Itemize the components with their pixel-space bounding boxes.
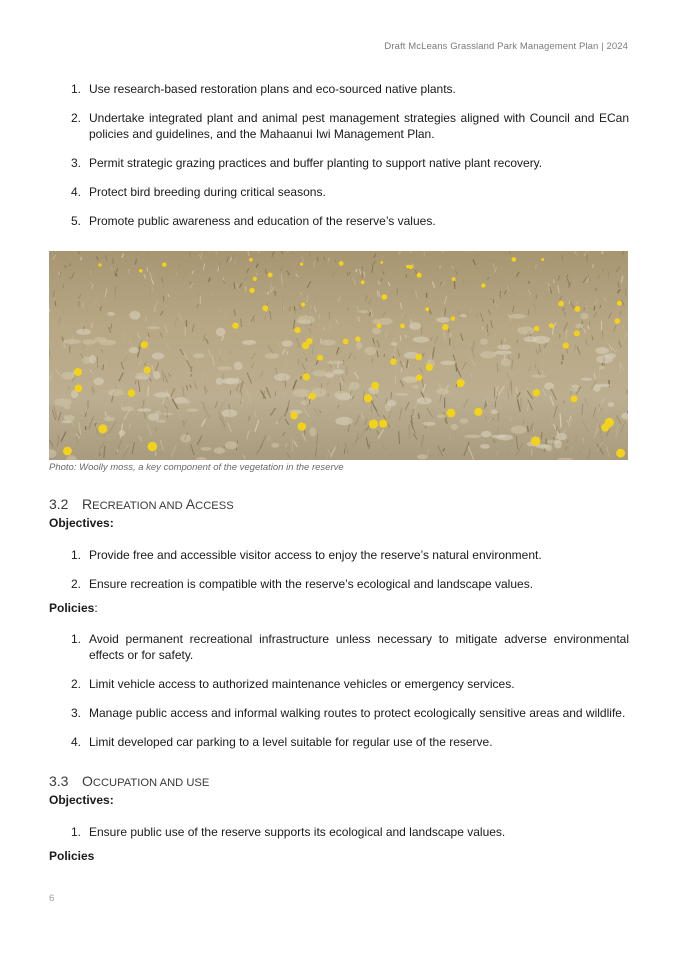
- moss-patch: [224, 441, 238, 449]
- policies-label-text: Policies: [49, 601, 95, 615]
- moss-patch: [162, 412, 173, 415]
- yellow-flower: [615, 318, 621, 324]
- moss-patch: [282, 340, 293, 346]
- moss-patch: [356, 342, 362, 350]
- moss-patch: [293, 389, 310, 397]
- list-item: [49, 81, 629, 97]
- yellow-flower: [355, 336, 360, 341]
- policies-label-colon: :: [94, 601, 98, 615]
- recreation-policies-list: [49, 631, 629, 750]
- yellow-flower: [249, 258, 253, 262]
- grass-stroke: [148, 251, 149, 255]
- yellow-flower: [382, 294, 388, 300]
- grass-stroke: [569, 301, 570, 304]
- moss-patch: [193, 353, 205, 358]
- moss-patch: [184, 399, 190, 404]
- yellow-flower: [571, 395, 578, 402]
- moss-patch: [608, 402, 615, 407]
- moss-patch: [365, 347, 377, 355]
- moss-patch: [580, 313, 588, 319]
- yellow-flower: [442, 324, 448, 330]
- yellow-flower: [563, 342, 569, 348]
- yellow-flower: [452, 277, 456, 281]
- list-item-number: 2.: [70, 677, 81, 691]
- list-item-number: 3.: [70, 706, 81, 720]
- grass-stroke: [478, 254, 479, 258]
- grass-stroke: [561, 337, 562, 341]
- grass-stroke: [301, 376, 302, 379]
- grass-stroke: [397, 364, 398, 370]
- list-item-text: Permit strategic grazing practices and buffer planting to support native plant recovery.: [89, 156, 543, 170]
- grass-stroke: [301, 292, 302, 295]
- yellow-flower: [574, 330, 580, 336]
- yellow-flower: [417, 273, 422, 278]
- title-initial: O: [82, 773, 93, 789]
- grass-stroke: [588, 325, 589, 330]
- list-item-text: Ensure public use of the reserve supports its ecological and landscape values.: [89, 825, 506, 839]
- grass-stroke: [624, 256, 625, 259]
- moss-patch: [222, 409, 238, 417]
- grass-stroke: [497, 392, 498, 398]
- list-item: [49, 213, 629, 229]
- yellow-flower: [377, 323, 382, 328]
- moss-patch: [372, 328, 381, 335]
- moss-patch: [595, 384, 612, 387]
- list-item-number: 1.: [70, 825, 81, 839]
- list-item-number: 1.: [70, 82, 81, 96]
- moss-patch: [135, 376, 148, 380]
- moss-patch: [201, 447, 212, 451]
- grass-stroke: [487, 324, 488, 333]
- moss-patch: [409, 322, 421, 329]
- moss-patch: [153, 371, 160, 379]
- list-item-text: Undertake integrated plant and animal pest management strategies aligned with Council and ECan policies and guidelines, and the Mahaanui Iwi Management Plan.: [89, 111, 629, 141]
- grass-stroke: [276, 385, 277, 396]
- moss-patch: [265, 353, 279, 359]
- list-item-text: Limit vehicle access to authorized maintenance vehicles or emergency services.: [89, 677, 515, 691]
- moss-patch: [554, 440, 562, 448]
- moss-patch: [242, 340, 256, 345]
- list-item-text: Avoid permanent recreational infrastructure unless necessary to mitigate adverse environmental effects or for safety.: [89, 632, 629, 662]
- list-item-text: Use research-based restoration plans and eco-sourced native plants.: [89, 82, 456, 96]
- yellow-flower: [549, 323, 554, 328]
- title-initial: A: [185, 496, 196, 512]
- moss-patch: [147, 326, 161, 329]
- grass-stroke: [528, 426, 529, 432]
- list-item: [49, 184, 629, 200]
- moss-patch: [572, 385, 579, 389]
- moss-patch: [436, 388, 449, 395]
- moss-patch: [359, 310, 368, 313]
- moss-patch: [417, 454, 428, 459]
- moss-patch: [271, 443, 279, 448]
- grass-stroke: [310, 301, 311, 309]
- grass-stroke: [623, 251, 624, 255]
- yellow-flower: [558, 301, 564, 307]
- moss-patch: [63, 339, 81, 344]
- moss-patch: [334, 391, 349, 399]
- list-item-text: Manage public access and informal walking routes to protect ecologically sensitive areas and wildlife.: [89, 706, 626, 720]
- yellow-flower: [474, 408, 482, 416]
- moss-patch: [509, 314, 526, 319]
- yellow-flower: [512, 257, 517, 262]
- list-item: [49, 547, 629, 563]
- list-item-text: Ensure recreation is compatible with the reserve’s ecological and landscape values.: [89, 577, 534, 591]
- grass-stroke: [325, 326, 326, 330]
- moss-patch: [89, 355, 96, 364]
- yellow-flower: [531, 436, 540, 445]
- grass-stroke: [454, 281, 455, 289]
- moss-patch: [497, 345, 511, 350]
- yellow-flower: [232, 322, 238, 328]
- objectives-label: Objectives:: [49, 793, 114, 807]
- moss-patch: [129, 347, 139, 353]
- yellow-flower: [415, 354, 422, 361]
- moss-patch: [107, 312, 115, 316]
- moss-patch: [119, 430, 125, 436]
- yellow-flower: [534, 326, 539, 331]
- list-item-number: 2.: [70, 577, 81, 591]
- moss-patch: [599, 366, 606, 370]
- page-number: 6: [49, 893, 55, 904]
- moss-patch: [440, 361, 455, 365]
- yellow-flower: [426, 364, 433, 371]
- grass-stroke: [512, 360, 513, 370]
- grass-stroke: [561, 361, 562, 364]
- moss-patch: [313, 370, 327, 376]
- yellow-flower: [601, 423, 609, 431]
- grass-stroke: [115, 286, 116, 292]
- grass-stroke: [148, 386, 149, 396]
- title-smallcaps: CCESS: [195, 500, 234, 512]
- moss-patch: [222, 378, 238, 384]
- list-item-number: 1.: [70, 632, 81, 646]
- grass-stroke: [450, 390, 451, 393]
- yellow-flower: [339, 261, 344, 266]
- list-item-number: 5.: [70, 214, 81, 228]
- grass-stroke: [409, 425, 410, 439]
- title-initial: R: [82, 496, 93, 512]
- moss-patch: [581, 378, 592, 381]
- grass-stroke: [358, 306, 359, 313]
- list-item: [49, 631, 629, 663]
- moss-patch: [459, 314, 467, 317]
- moss-patch: [214, 447, 226, 453]
- yellow-flower: [75, 385, 83, 393]
- moss-patch: [480, 351, 496, 358]
- moss-patch: [524, 336, 538, 342]
- moss-patch: [309, 427, 316, 436]
- list-item: [49, 676, 629, 692]
- list-item: [49, 734, 629, 750]
- grass-stroke: [627, 389, 628, 394]
- moss-patch: [387, 400, 396, 406]
- moss-patch: [556, 433, 567, 440]
- yellow-flower: [379, 419, 387, 427]
- grass-stroke: [513, 292, 514, 297]
- yellow-flower: [533, 389, 540, 396]
- yellow-flower: [371, 382, 379, 390]
- moss-patch: [104, 417, 115, 421]
- moss-patch: [186, 409, 198, 412]
- moss-patch: [62, 420, 72, 423]
- yellow-flower: [447, 409, 456, 418]
- yellow-flower: [317, 355, 323, 361]
- yellow-flower: [361, 280, 365, 284]
- grass-stroke: [384, 354, 385, 357]
- yellow-flower: [309, 393, 316, 400]
- yellow-flower: [63, 447, 72, 456]
- list-item: [49, 110, 629, 142]
- list-item: [49, 705, 629, 721]
- moss-patch: [480, 339, 488, 345]
- moss-patch: [301, 400, 310, 405]
- grass-stroke: [416, 391, 417, 399]
- yellow-flower: [406, 265, 410, 269]
- moss-patch: [437, 414, 446, 418]
- moss-patch: [412, 385, 419, 389]
- moss-patch: [492, 435, 508, 438]
- moss-patch: [595, 347, 609, 354]
- list-item-text: Promote public awareness and education of the reserve’s values.: [89, 214, 436, 228]
- yellow-flower: [99, 263, 102, 266]
- grass-stroke: [81, 257, 82, 260]
- moss-patch: [495, 351, 512, 355]
- restoration-list: [49, 81, 629, 229]
- grass-stroke: [85, 426, 86, 430]
- policies-label: [49, 601, 98, 615]
- grass-stroke: [598, 275, 599, 279]
- moss-patch: [423, 422, 435, 426]
- yellow-flower: [343, 339, 349, 345]
- yellow-flower: [162, 262, 166, 266]
- list-item-number: 1.: [70, 548, 81, 562]
- grass-stroke: [111, 324, 112, 329]
- grass-stroke: [541, 432, 542, 440]
- yellow-flower: [481, 283, 485, 287]
- list-item: [49, 824, 629, 840]
- moss-patch: [296, 320, 311, 324]
- grass-stroke: [145, 363, 146, 366]
- list-item: [49, 155, 629, 171]
- moss-patch: [122, 406, 135, 411]
- yellow-flower: [416, 374, 422, 380]
- grass-stroke: [583, 438, 584, 443]
- yellow-flower: [541, 258, 544, 261]
- moss-patch: [391, 342, 398, 346]
- yellow-flower: [425, 307, 429, 311]
- yellow-flower: [290, 412, 298, 420]
- yellow-flower: [249, 288, 254, 293]
- yellow-flower: [306, 338, 312, 344]
- moss-patch: [76, 329, 91, 335]
- grass-stroke: [594, 306, 595, 311]
- moss-patch: [152, 352, 164, 359]
- moss-patch: [413, 337, 429, 343]
- moss-patch: [417, 397, 432, 404]
- moss-patch: [216, 328, 226, 337]
- grass-stroke: [185, 326, 186, 335]
- section-heading-3-2: [49, 496, 234, 512]
- yellow-flower: [369, 419, 378, 428]
- grass-stroke: [234, 282, 235, 289]
- yellow-flower: [457, 379, 465, 387]
- grass-stroke: [542, 360, 543, 363]
- moss-patch: [335, 417, 352, 426]
- moss-patch: [501, 359, 512, 367]
- yellow-flower: [148, 442, 158, 452]
- moss-patch: [332, 369, 344, 374]
- yellow-flower: [128, 389, 136, 397]
- grass-stroke: [59, 272, 60, 276]
- grass-stroke: [283, 305, 284, 310]
- list-item-number: 3.: [70, 156, 81, 170]
- yellow-flower: [617, 301, 622, 306]
- recreation-objectives-list: [49, 547, 629, 592]
- moss-patch: [180, 434, 191, 442]
- list-item-text: Protect bird breeding during critical seasons.: [89, 185, 326, 199]
- list-item-number: 4.: [70, 185, 81, 199]
- grass-stroke: [340, 348, 341, 354]
- photo-ground: [49, 251, 628, 460]
- grass-stroke: [191, 366, 192, 372]
- moss-patch: [596, 355, 613, 363]
- moss-patch: [511, 426, 527, 434]
- moss-patch: [327, 361, 344, 365]
- yellow-flower: [400, 324, 405, 329]
- grass-stroke: [282, 295, 283, 299]
- moss-patch: [321, 340, 336, 346]
- policies-label: Policies: [49, 849, 95, 863]
- running-header: Draft McLeans Grassland Park Management Plan | 2024: [384, 41, 628, 52]
- yellow-flower: [300, 263, 303, 266]
- moss-patch: [54, 398, 71, 406]
- moss-patch: [82, 339, 96, 344]
- yellow-flower: [98, 424, 107, 433]
- moss-patch: [129, 311, 140, 320]
- moss-patch: [156, 420, 166, 423]
- list-item-number: 4.: [70, 735, 81, 749]
- list-item-text: Provide free and accessible visitor access to enjoy the reserve’s natural environment.: [89, 548, 542, 562]
- moss-patch: [218, 366, 232, 370]
- yellow-flower: [253, 277, 257, 281]
- list-item-text: Limit developed car parking to a level suitable for regular use of the reserve.: [89, 735, 493, 749]
- moss-patch: [99, 340, 116, 346]
- yellow-flower: [74, 368, 82, 376]
- moss-patch: [274, 373, 290, 381]
- grass-stroke: [87, 406, 88, 413]
- section-number: 3.3: [49, 773, 69, 789]
- yellow-flower: [141, 341, 148, 348]
- grass-stroke: [203, 372, 204, 380]
- moss-patch: [108, 389, 124, 396]
- woolly-moss-photo: [49, 251, 628, 460]
- yellow-flower: [303, 373, 310, 380]
- title-smallcaps: ECREATION AND: [92, 500, 186, 512]
- yellow-flower: [390, 359, 396, 365]
- moss-patch: [571, 388, 579, 392]
- yellow-flower: [144, 366, 151, 373]
- grass-stroke: [620, 311, 621, 315]
- grass-stroke: [406, 274, 407, 277]
- grass-stroke: [456, 363, 457, 372]
- yellow-flower: [139, 269, 143, 273]
- moss-patch: [148, 413, 160, 420]
- yellow-flower: [268, 273, 273, 278]
- grass-stroke: [603, 268, 604, 272]
- yellow-flower: [364, 394, 372, 402]
- yellow-flower: [262, 305, 268, 311]
- moss-patch: [94, 378, 104, 386]
- grass-stroke: [249, 416, 250, 421]
- moss-patch: [464, 435, 482, 438]
- moss-patch: [517, 327, 534, 335]
- moss-patch: [154, 392, 170, 397]
- moss-patch: [137, 408, 151, 411]
- grass-stroke: [500, 291, 501, 299]
- objectives-label: Objectives:: [49, 516, 114, 530]
- section-heading-3-3: [49, 773, 209, 789]
- moss-patch: [544, 382, 554, 389]
- yellow-flower: [616, 449, 625, 458]
- yellow-flower: [451, 316, 456, 321]
- grass-stroke: [536, 265, 537, 269]
- moss-patch: [349, 382, 360, 390]
- occupation-objectives-list: [49, 824, 629, 840]
- moss-patch: [531, 374, 546, 378]
- grass-stroke: [275, 291, 276, 296]
- yellow-flower: [294, 327, 300, 333]
- yellow-flower: [301, 302, 305, 306]
- yellow-flower: [380, 261, 383, 264]
- moss-patch: [481, 431, 492, 437]
- moss-patch: [64, 415, 75, 421]
- list-item-number: 2.: [70, 111, 81, 125]
- moss-patch: [451, 424, 458, 430]
- title-smallcaps: CCUPATION AND USE: [92, 777, 210, 789]
- grass-stroke: [464, 280, 465, 284]
- grass-stroke: [163, 296, 164, 302]
- yellow-flower: [298, 422, 307, 431]
- grass-stroke: [292, 392, 293, 398]
- photo-caption: Photo: Woolly moss, a key component of the vegetation in the reserve: [49, 462, 344, 473]
- moss-patch: [480, 444, 490, 449]
- yellow-flower: [575, 306, 581, 312]
- grass-stroke: [497, 364, 498, 373]
- moss-patch: [575, 324, 584, 329]
- moss-patch: [491, 409, 498, 414]
- moss-patch: [234, 362, 243, 371]
- moss-patch: [436, 317, 450, 323]
- section-number: 3.2: [49, 496, 69, 512]
- moss-patch: [460, 418, 469, 423]
- moss-patch: [395, 393, 409, 396]
- list-item: [49, 576, 629, 592]
- grass-stroke: [405, 335, 406, 339]
